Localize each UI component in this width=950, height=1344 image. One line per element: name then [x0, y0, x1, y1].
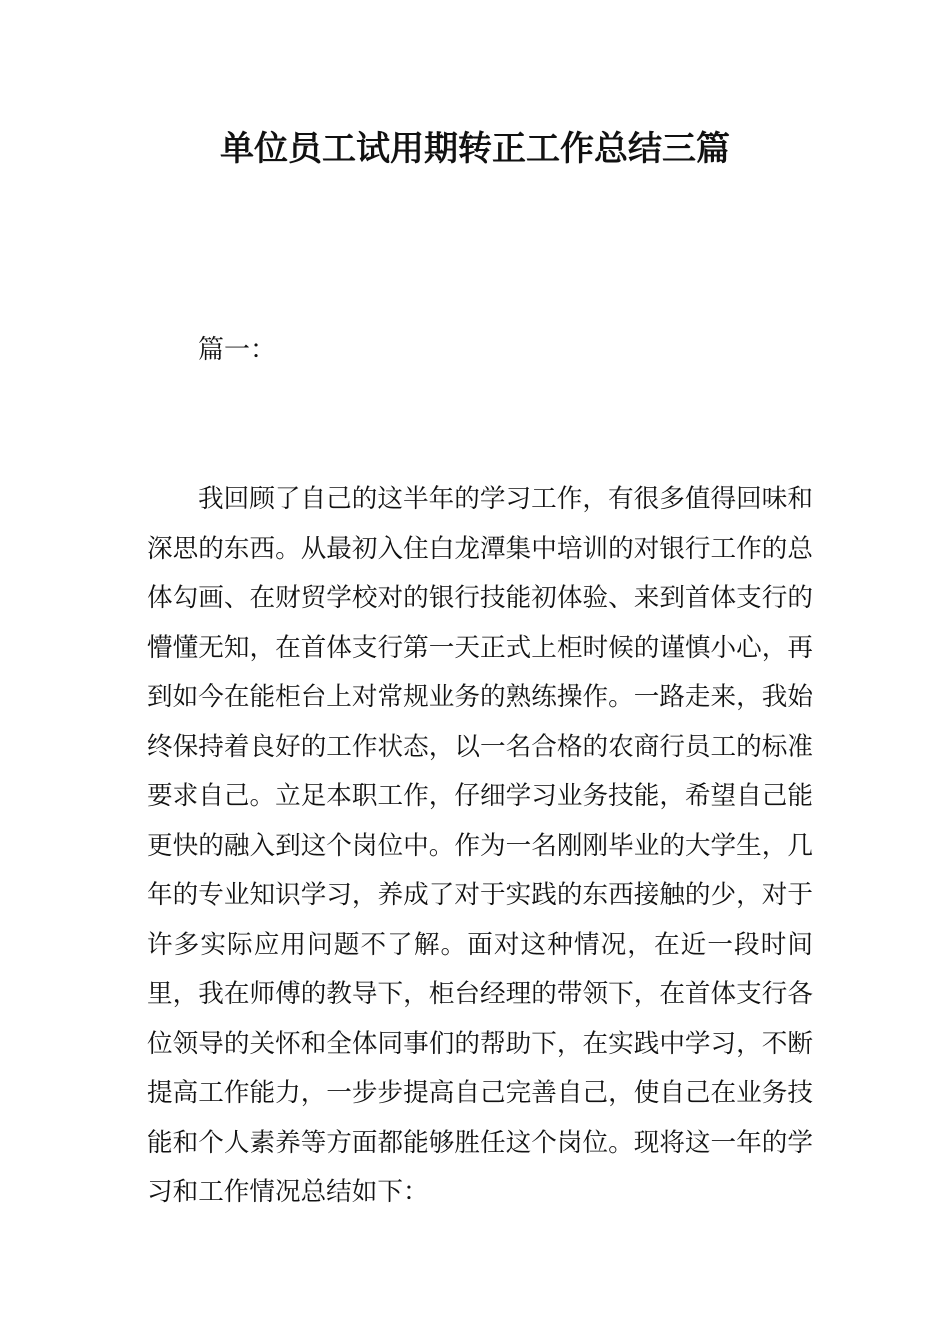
document-title: 单位员工试用期转正工作总结三篇	[220, 129, 730, 169]
body-paragraph: 我回顾了自己的这半年的学习工作，有很多值得回味和深思的东西。从最初入住白龙潭集中培训的对银行工作的总体勾画、在财贸学校对的银行技能初体验、来到首体支行的懵懂无知，在首体支行第一天正式上柜时候的谨慎小心，再到如今在能柜台上对常规业务的熟练操作。一路走来，我始终保持着良好的工作状态，以一名合格的农商行员工的标准要求自己。立足本职工作，仔细学习业务技能，希望自己能更快的融入到这个岗位中。作为一名刚刚毕业的大学生，几年的专业知识学习，养成了对于实践的东西接触的少，对于许多实际应用问题不了解。面对这种情况，在近一段时间里，我在师傅的教导下，柜台经理的带领下，在首体支行各位领导的关怀和全体同事们的帮助下，在实践中学习，不断提高工作能力，一步步提高自己完善自己，使自己在业务技能和个人素养等方面都能够胜任这个岗位。现将这一年的学习和工作情况总结如下：	[147, 484, 813, 1207]
section-heading: 篇一：	[198, 335, 277, 365]
